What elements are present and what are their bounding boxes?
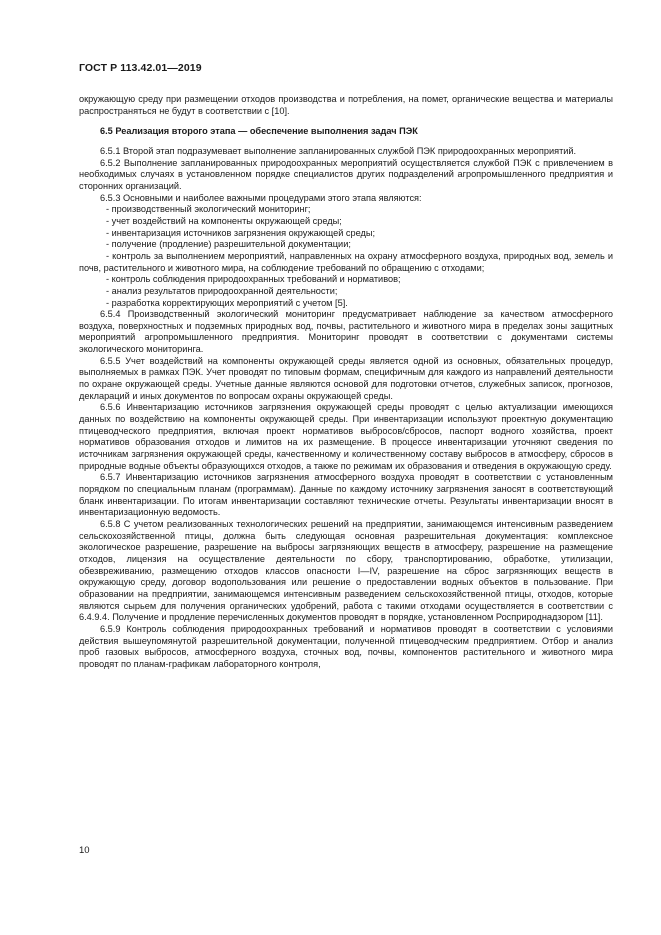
paragraph: 6.5.7 Инвентаризацию источников загрязнения атмосферного воздуха проводят в соответствии с установленным порядком по специальным планам (программам). Данные по каждому источнику загрязнения заносят в соответствующий бланк инвентаризации. По итогам инвентаризации составляют технические отчеты. Результаты инвентаризации вносят в инвентаризационную ведомость. <box>79 472 613 518</box>
paragraph: 6.5.9 Контроль соблюдения природоохранных требований и нормативов проводят в соответствии с условиями действия вышеупомянутой разрешительной документации, полученной птицеводческим предприятием. Отбор и анализ проб газовых выбросов, атмосферного воздуха, сточных вод, почвы, компонентов растительного и животного мира проводят по планам-графикам лабораторного контроля, <box>79 623 613 669</box>
list-item: - учет воздействий на компоненты окружающей среды; <box>106 215 342 226</box>
page-number: 10 <box>79 845 90 856</box>
list-item: - получение (продление) разрешительной документации; <box>106 239 351 250</box>
list-item: - контроль за выполнением мероприятий, направленных на охрану атмосферного воздуха, природных вод, земель и почв, растительного и животного мира, на соблюдение требований по обращению с отходами; <box>79 250 613 273</box>
list-item: - инвентаризация источников загрязнения окружающей среды; <box>106 227 376 238</box>
page-body <box>79 94 613 671</box>
list-item: - разработка корректирующих мероприятий с учетом [5]. <box>106 297 348 308</box>
standard-header: ГОСТ Р 113.42.01—2019 <box>79 62 202 74</box>
paragraph: 6.5.8 С учетом реализованных технологических решений на предприятии, занимающемся интенсивным разведением сельскохозяйственной птицы, должна быть следующая основная разрешительная документация: комплексное экологическое разрешение, разрешение на выбросы загрязняющих веществ в атмосферу, разрешение на размещение отходов, лицензия на осуществление деятельности по сбору, транспортированию, обработке, утилизации, обезвреживанию, размещению отходов классов опасности I—IV, разрешение на сброс загрязняющих веществ в окружающую среду, договор водопользования или решение о предоставлении водных объектов в пользование. При образовании на предприятии, занимающемся интенсивным разведением сельскохозяйственной птицы, отходов, которые являются сырьем для получения органических удобрений, работа с такими отходами осуществляется в соответствии с 6.4.9.4. Получение и продление перечисленных документов проводят в порядке, установленном Росприроднадзором [11]. <box>79 518 613 623</box>
paragraph: окружающую среду при размещении отходов производства и потребления, на помет, органические вещества и материалы распространяться не будут в соответствии с [10]. <box>79 94 613 116</box>
paragraph: 6.5.5 Учет воздействий на компоненты окружающей среды является одной из основных, обязательных процедур, выполняемых в рамках ПЭК. Учет проводят по типовым формам, специфичным для каждого из направлений деятельности по охране окружающей среды. Учетные данные являются основой для подготовки отчетов, служебных записок, прогнозов, деклараций и иных документов по вопросам охраны окружающей среды. <box>79 355 613 401</box>
paragraph: 6.5.2 Выполнение запланированных природоохранных мероприятий осуществляется службой ПЭК с привлечением в необходимых случаях в установленном порядке специалистов других подразделений агропромышленного предприятия и сторонних организаций. <box>79 157 613 191</box>
paragraph: 6.5.3 Основными и наиболее важными процедурами этого этапа являются: <box>100 192 422 203</box>
list-item: - анализ результатов природоохранной деятельности; <box>106 285 338 296</box>
list-item: - производственный экологический мониторинг; <box>106 204 311 215</box>
section-heading: 6.5 Реализация второго этапа — обеспечение выполнения задач ПЭК <box>100 126 418 137</box>
list-item: - контроль соблюдения природоохранных требований и нормативов; <box>106 274 401 285</box>
paragraph: 6.5.4 Производственный экологический мониторинг предусматривает наблюдение за качеством атмосферного воздуха, поверхностных и подземных природных вод, почвы, растительного и животного мира в пределах зоны защитных мероприятий агропромышленного предприятия. Мониторинг проводят в соответствии с документами системы экологического мониторинга. <box>79 309 613 355</box>
paragraph: 6.5.1 Второй этап подразумевает выполнение запланированных службой ПЭК природоохранных мероприятий. <box>100 145 577 156</box>
paragraph: 6.5.6 Инвентаризацию источников загрязнения окружающей среды проводят с целью актуализации имеющихся данных по воздействию на компоненты окружающей среды. При инвентаризации используют проектную документацию птицеводческого предприятия, включая проект нормативов выбросов/сбросов, паспорт водного хозяйства, проект нормативов образования отходов и лимитов на их размещение. В процессе инвентаризации уточняют сведения по источникам загрязнения окружающей среды, качественному и количественному составу выбросов в атмосферу, сбросов в природные водные объекты образующихся отходов, а также по режимам их образования и отведения в окружающую среду. <box>79 402 613 471</box>
